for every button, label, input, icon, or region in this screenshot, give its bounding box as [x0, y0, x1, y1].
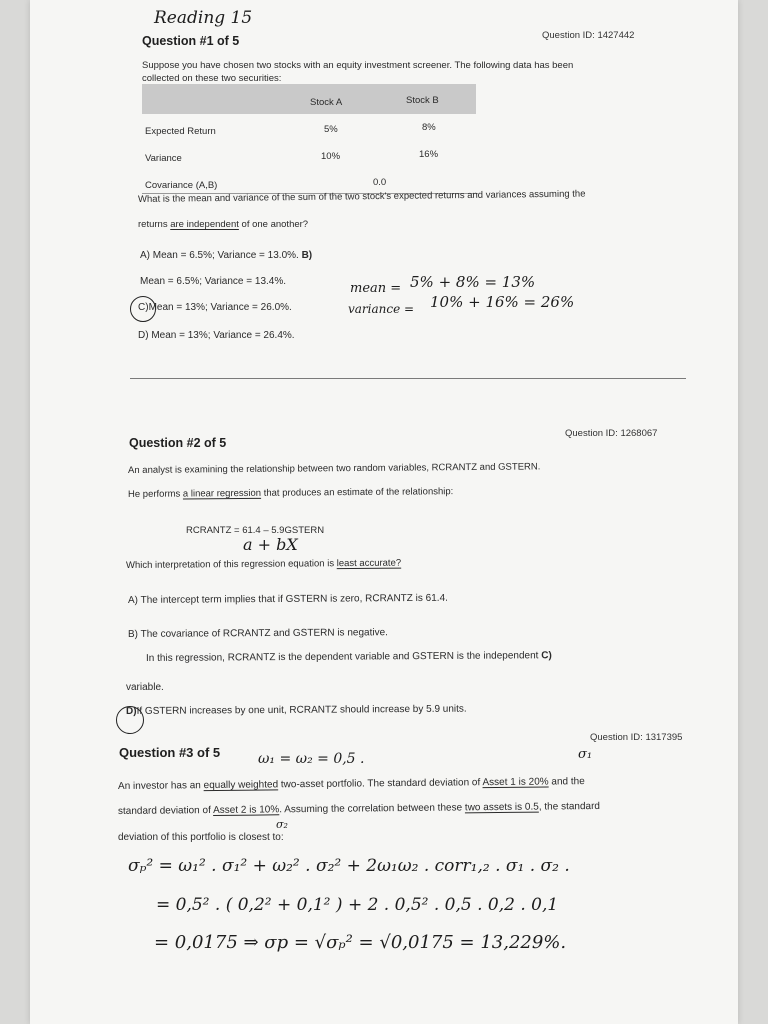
q1-row-label-variance: Variance [145, 153, 182, 164]
q3-work-line3: = 0,0175 ⇒ σp = √σₚ² = √0,0175 = 13,229%. [154, 932, 567, 953]
q2-line2: He performs a linear regression that produces an estimate of the relationship: [127, 486, 454, 500]
q1-covariance-value: 0.0 [373, 177, 387, 188]
q2-option-d[interactable]: D)If GSTERN increases by one unit, RCRANTZ should increase by 5.9 units. [125, 703, 467, 717]
q1-question-line1: What is the mean and variance of the sum of the two stock's expected returns and variances assuming the [137, 188, 586, 205]
q3-work-line2: = 0,5² . ( 0,2² + 0,1² ) + 2 . 0,5² . 0,5 . 0,2 . 0,1 [156, 895, 559, 915]
handwritten-title: Reading 15 [154, 8, 253, 28]
q1-hand-mean-calc: 5% + 8% = 13% [410, 273, 536, 291]
q2-option-b[interactable]: B) The covariance of RCRANTZ and GSTERN is negative. [127, 627, 388, 640]
document-page [30, 0, 738, 1024]
section-divider [130, 378, 686, 379]
q1-option-d[interactable]: D) Mean = 13%; Variance = 26.4%. [138, 330, 295, 341]
q1-row-variance-a: 10% [321, 151, 341, 162]
q3-title: Question #3 of 5 [119, 745, 221, 760]
q2-title: Question #2 of 5 [129, 436, 227, 450]
q1-option-c[interactable]: C)Mean = 13%; Variance = 26.0%. [138, 302, 292, 313]
q1-row-variance-b: 16% [419, 149, 439, 160]
q1-covariance-label: Covariance (A,B) [145, 180, 218, 191]
q2-hand-equation: a + bX [243, 535, 298, 554]
q2-option-c-line1[interactable]: In this regression, RCRANTZ is the dependent variable and GSTERN is the independent C) [145, 650, 552, 664]
q1-id: Question ID: 1427442 [542, 30, 635, 41]
q2-question: Which interpretation of this regression equation is least accurate? [125, 557, 402, 571]
q2-option-a[interactable]: A) The intercept term implies that if GSTERN is zero, RCRANTZ is 61.4. [127, 592, 448, 606]
q1-intro-line1: Suppose you have chosen two stocks with an equity investment screener. The following data has been [142, 60, 574, 71]
q3-line3: deviation of this portfolio is closest to: [118, 832, 284, 843]
q1-title: Question #1 of 5 [142, 34, 240, 48]
q3-work-line1: σₚ² = ω₁² . σ₁² + ω₂² . σ₂² + 2ω₁ω₂ . corr₁,₂ . σ₁ . σ₂ . [128, 856, 570, 876]
q2-id: Question ID: 1268067 [565, 428, 658, 439]
q1-row-return-b: 8% [422, 122, 436, 133]
q1-intro-line2: collected on these two securities: [142, 73, 282, 84]
q3-line1: An investor has an equally weighted two-asset portfolio. The standard deviation of Asset 1 is 20% and the [117, 776, 585, 792]
q2-equation: RCRANTZ = 61.4 – 5.9GSTERN [186, 525, 325, 536]
q3-hand-weights: ω₁ = ω₂ = 0,5 . [258, 751, 365, 767]
q1-table-col-b: Stock B [406, 95, 439, 106]
q3-hand-sigma1: σ₁ [578, 747, 593, 762]
q2-option-c-line2: variable. [126, 682, 164, 693]
q1-hand-variance-calc: 10% + 16% = 26% [430, 293, 575, 311]
q1-hand-variance-label: variance = [348, 302, 415, 316]
q3-id: Question ID: 1317395 [590, 732, 683, 743]
q1-row-return-a: 5% [324, 124, 338, 135]
q3-line2: standard deviation of Asset 2 is 10%. Assuming the correlation between these two assets is 0.5, the standard [117, 800, 601, 817]
q3-hand-sigma2: σ₂ [276, 818, 288, 831]
q1-table-col-a: Stock A [310, 97, 343, 108]
q1-option-a[interactable]: A) Mean = 6.5%; Variance = 13.0%. B) [140, 250, 313, 261]
q1-question-line2: returns are independent of one another? [138, 219, 309, 230]
q1-hand-mean-label: mean = [350, 281, 402, 296]
q1-option-b[interactable]: Mean = 6.5%; Variance = 13.4%. [140, 276, 287, 287]
q1-row-label-return: Expected Return [145, 126, 216, 137]
q2-line1: An analyst is examining the relationship between two random variables, RCRANTZ and GSTERN. [127, 461, 541, 476]
